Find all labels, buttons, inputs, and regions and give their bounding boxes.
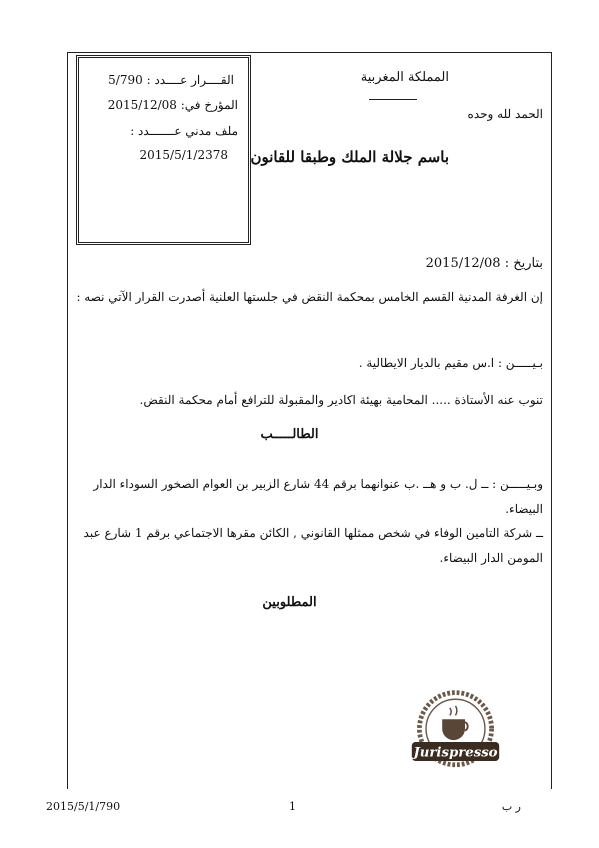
lawyer-line: تنوب عنه الأستاذة ..... المحامية بهيئة اكادير والمقبولة للترافع أمام محكمة النقض.	[139, 393, 543, 407]
logo-wordmark: Jurispresso	[413, 745, 498, 761]
file-number: 2015/5/1/2378	[139, 148, 228, 162]
appellant-line: بـيـــــن : ا.س مقيم بالديار الايطالية .	[358, 356, 543, 370]
claimant-title: الطالـــــب	[260, 427, 319, 442]
page-number: 1	[289, 800, 296, 813]
respondents-title: المطلوبين	[262, 595, 317, 610]
insurer-paragraph: ــ شركة التامين الوفاء في شخص ممثلها القانوني , الكائن مقرها الاجتماعي برقم 1 شارع عبد المومن الدار البيضاء.	[83, 526, 543, 565]
footer-initials: ر ب	[501, 800, 521, 813]
date-line: بتاريخ : 2015/12/08	[425, 256, 543, 271]
intro-paragraph: إن الغرفة المدنية القسم الخامس بمحكمة النقض في جلستها العلنية أصدرت القرار الآتي نصه :	[76, 290, 543, 304]
royal-formula: باسم جلالة الملك وطبقا للقانون	[250, 148, 449, 166]
decision-number: القــــرار عــــدد : 5/790	[108, 73, 234, 87]
kingdom-heading: المملكة المغربية	[360, 70, 449, 85]
footer-reference: 2015/5/1/790	[46, 800, 121, 813]
file-label: ملف مدني عـــــــدد :	[130, 124, 238, 138]
heading-rule	[369, 99, 417, 100]
hamd-line: الحمد لله وحده	[467, 107, 543, 121]
jurispresso-logo	[408, 685, 503, 780]
respondents-paragraph: وبـيـــــن : ــ ل. ب و هــ .ب عنوانهما برقم 44 شارع الزبير بن العوام الصخور السوداء الدار البيضاء.	[93, 477, 543, 516]
reference-box	[76, 55, 251, 245]
decision-date: المؤرخ في: 2015/12/08	[107, 98, 238, 112]
